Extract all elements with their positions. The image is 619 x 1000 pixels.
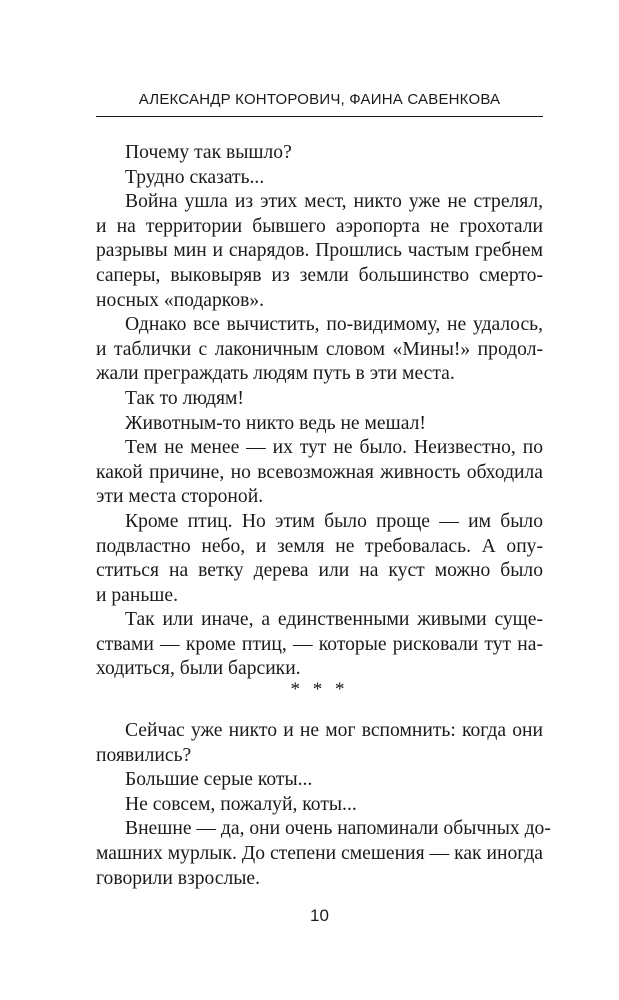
text-line: Тем не менее — их тут не было. Неизвестно, по — [125, 437, 543, 459]
text-line: появились? — [96, 744, 192, 766]
text-line: Однако все вычистить, по-видимому, не удалось, — [125, 314, 543, 336]
text-line: Кроме птиц. Но этим было проще — им было — [125, 510, 543, 532]
text-line: Животным-то никто ведь не мешал! — [125, 412, 426, 434]
text-line: и таблички с лаконичным словом «Мины!» продол- — [96, 338, 543, 360]
text-line: Так или иначе, а единственными живыми суще- — [125, 609, 543, 631]
text-line: разрывы мин и снарядов. Прошлись частым гребнем — [96, 240, 543, 262]
body-text-section-2 — [96, 719, 551, 891]
text-line: носных «подарков». — [96, 289, 265, 311]
text-line: эти места стороной. — [96, 486, 264, 508]
text-line: и раньше. — [96, 584, 178, 606]
text-line: и на территории бывшего аэропорта не грохотали — [96, 215, 543, 237]
text-line: ститься на ветку дерева или на куст можно было — [96, 560, 543, 582]
text-line: подвластно небо, и земля не требовалась. А опу- — [96, 535, 543, 557]
text-line: Почему так вышло? — [125, 142, 292, 163]
text-line: саперы, выковыряв из земли большинство смерто- — [96, 264, 543, 286]
text-line: говорили взрослые. — [96, 867, 261, 889]
text-line: Большие серые коты... — [125, 769, 313, 791]
page-number: 10 — [310, 906, 329, 925]
header-rule — [96, 116, 543, 117]
text-line: Война ушла из этих мест, никто уже не стрелял, — [125, 191, 543, 213]
text-line: какой причине, но всевозможная живность обходила — [96, 461, 543, 483]
text-line: Не совсем, пожалуй, коты... — [125, 793, 357, 815]
scene-break: * * * — [290, 679, 349, 700]
text-line: жали преграждать людям путь в эти места. — [96, 363, 455, 385]
running-head: АЛЕКСАНДР КОНТОРОВИЧ, ФАИНА САВЕНКОВА — [138, 91, 501, 108]
text-line: машних мурлык. До степени смешения — как иногда — [96, 842, 543, 864]
body-text-section-1 — [96, 141, 543, 682]
text-line: Трудно сказать... — [125, 166, 265, 188]
text-line: Сейчас уже никто и не мог вспомнить: когда они — [125, 720, 543, 741]
text-line: ствами — кроме птиц, — которые рисковали тут на- — [96, 633, 543, 655]
text-line: ходиться, были барсики. — [96, 658, 301, 680]
text-line: Внешне — да, они очень напоминали обычных до- — [125, 818, 551, 840]
text-line: Так то людям! — [125, 387, 244, 409]
